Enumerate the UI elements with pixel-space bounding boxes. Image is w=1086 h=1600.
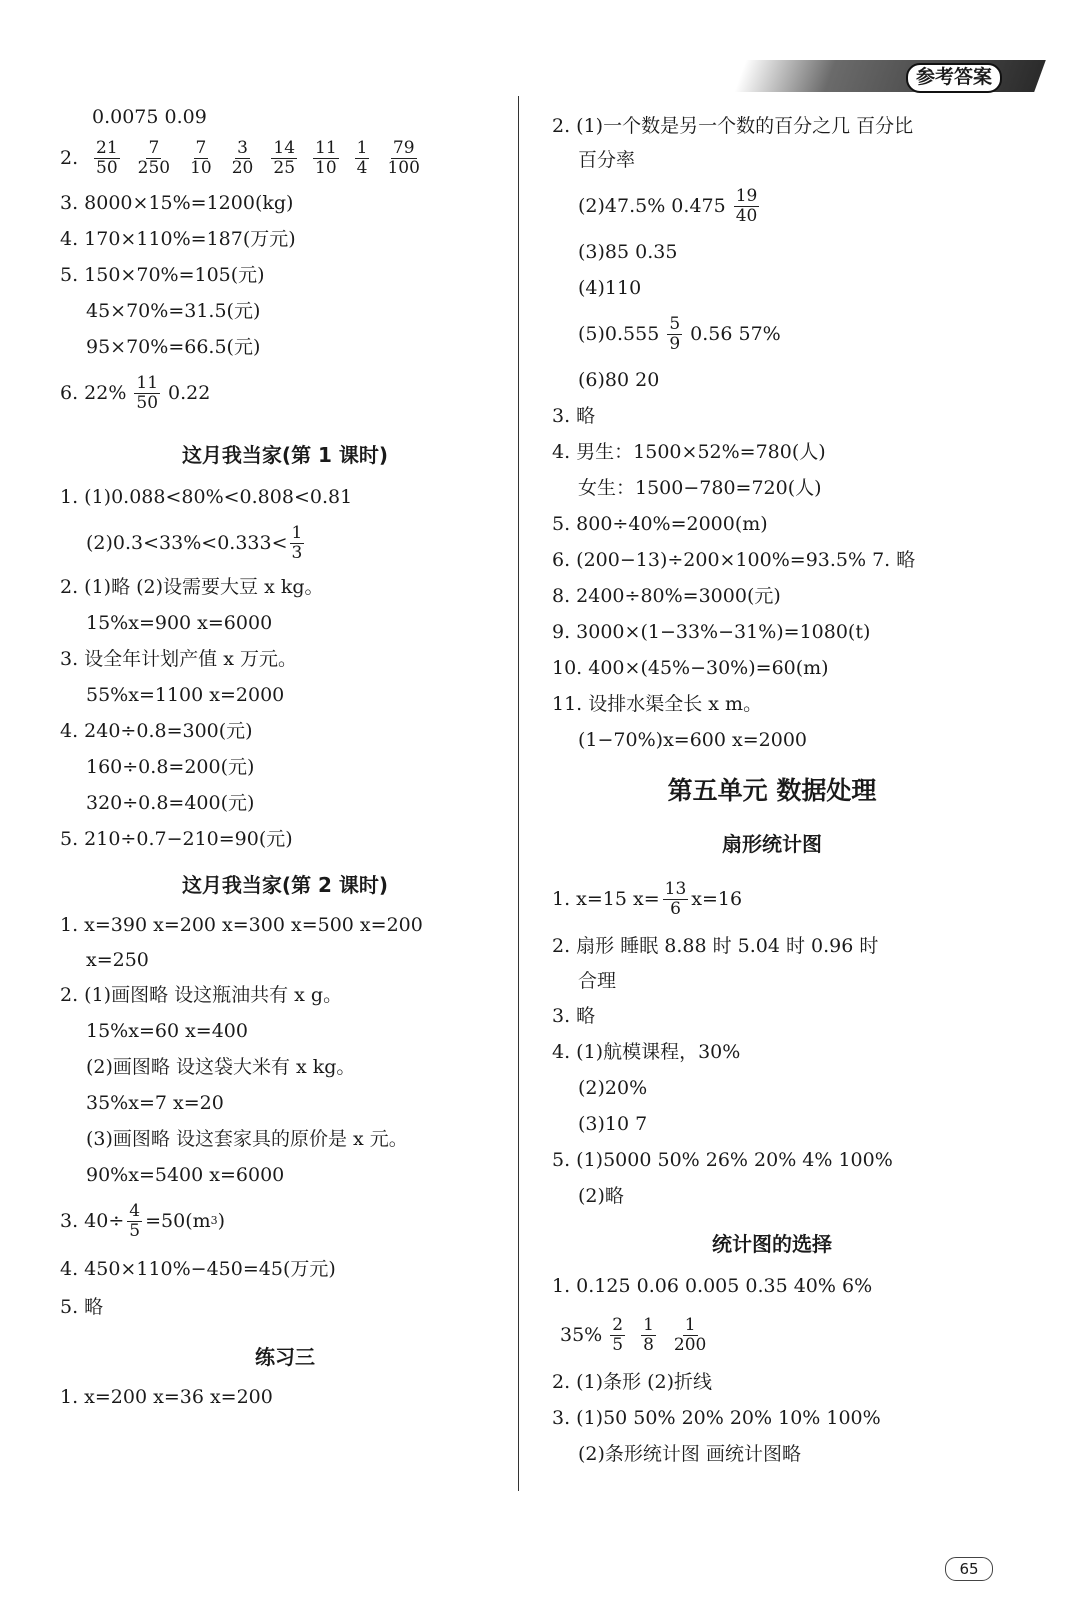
answer-line: 3. 设全年计划产值 x 万元。 bbox=[60, 648, 297, 670]
answer-line: 1. (1)0.088<80%<0.808<0.81 bbox=[60, 486, 353, 508]
fraction-answer-line bbox=[60, 131, 510, 185]
answer-line: 55%x=1100 x=2000 bbox=[86, 684, 285, 706]
fraction: $\frac{5}{9}$ bbox=[669, 313, 681, 354]
answer-line: 1. x=15 x= $\frac{13}{6}$ x=16 bbox=[552, 878, 743, 919]
answer-line: 2. (1)条形 (2)折线 bbox=[552, 1371, 713, 1393]
fraction: $\frac{1}{200}$ bbox=[673, 1314, 707, 1355]
answer-line: 35% $\frac{2}{5}$ $\frac{1}{8}$ $\frac{1}{200}$ bbox=[560, 1314, 707, 1355]
answer-line: 3. 40÷ $\frac{4}{5}$ =50(m 3 ) bbox=[60, 1200, 226, 1241]
answer-line: x=250 bbox=[86, 949, 149, 971]
answer-line: (2)20% bbox=[578, 1077, 648, 1099]
item-number: 2. bbox=[60, 147, 79, 169]
fraction: $\frac{2}{5}$ bbox=[612, 1314, 624, 1355]
section-title: 这月我当家(第 1 课时) bbox=[181, 443, 389, 467]
answer-line: 45×70%=31.5(元) bbox=[86, 300, 261, 322]
answer-line: 1. x=390 x=200 x=300 x=500 x=200 bbox=[60, 914, 423, 936]
answer-line: 1. 0.125 0.06 0.005 0.35 40% 6% bbox=[552, 1275, 873, 1297]
answer-line: 90%x=5400 x=6000 bbox=[86, 1164, 285, 1186]
fraction: $\frac{19}{40}$ bbox=[735, 185, 758, 226]
answer-line: 6. (200−13)÷200×100%=93.5% 7. 略 bbox=[552, 549, 916, 571]
section-title: 这月我当家(第 2 课时) bbox=[181, 873, 389, 897]
answer-line: (4)110 bbox=[578, 277, 642, 299]
answer-line: (3)85 0.35 bbox=[578, 241, 678, 263]
fraction: $\frac{7}{250}$ bbox=[137, 137, 171, 178]
fraction: $\frac{1}{3}$ bbox=[291, 522, 303, 563]
answer-line: 15%x=900 x=6000 bbox=[86, 612, 273, 634]
section-title: 扇形统计图 bbox=[722, 832, 822, 856]
answer-line: 4. 170×110%=187(万元) bbox=[60, 228, 296, 250]
answer-line: 15%x=60 x=400 bbox=[86, 1020, 248, 1042]
answer-line: 5. 800÷40%=2000(m) bbox=[552, 513, 768, 535]
answer-line: 4. (1)航模课程，30% bbox=[552, 1041, 741, 1063]
left-column bbox=[60, 103, 510, 1415]
fraction: $\frac{1}{8}$ bbox=[643, 1314, 654, 1355]
fraction: $\frac{11}{50}$ bbox=[136, 372, 159, 413]
answer-line: 9. 3000×(1−33%−31%)=1080(t) bbox=[552, 621, 871, 643]
answer-line: 320÷0.8=400(元) bbox=[86, 792, 255, 814]
answer-line: 4. 450×110%−450=45(万元) bbox=[60, 1258, 336, 1280]
header-title: 参考答案 bbox=[906, 63, 1002, 93]
answer-line: 95×70%=66.5(元) bbox=[86, 336, 261, 358]
fraction: $\frac{1}{4}$ bbox=[356, 137, 368, 178]
unit-title: 第五单元 数据处理 bbox=[667, 776, 877, 805]
answer-line: 5. (1)5000 50% 26% 20% 4% 100% bbox=[552, 1149, 893, 1171]
fraction: $\frac{7}{10}$ bbox=[190, 137, 212, 178]
fraction: $\frac{3}{20}$ bbox=[231, 137, 254, 178]
answer-line: 5. 210÷0.7−210=90(元) bbox=[60, 828, 293, 850]
answer-line: 160÷0.8=200(元) bbox=[86, 756, 255, 778]
fraction: $\frac{79}{100}$ bbox=[387, 137, 420, 178]
answer-line: (2)略 bbox=[578, 1185, 624, 1207]
section-title: 练习三 bbox=[255, 1345, 315, 1369]
answer-line: 35%x=7 x=20 bbox=[86, 1092, 224, 1114]
section-title: 统计图的选择 bbox=[712, 1232, 832, 1256]
answer-line: 百分率 bbox=[578, 149, 636, 171]
right-column bbox=[552, 110, 1052, 1472]
fraction: $\frac{14}{25}$ bbox=[273, 137, 296, 178]
answer-line: 2. (1)一个数是另一个数的百分之几 百分比 bbox=[552, 115, 914, 137]
answer-line: 5. 略 bbox=[60, 1296, 104, 1318]
fraction: $\frac{4}{5}$ bbox=[129, 1200, 141, 1241]
answer-line: (2)画图略 设这袋大米有 x kg。 bbox=[86, 1056, 356, 1078]
column-divider bbox=[518, 96, 519, 1491]
answer-line: 8. 2400÷80%=3000(元) bbox=[552, 585, 781, 607]
answer-line: 3. 略 bbox=[552, 1005, 596, 1027]
answer-line: 11. 设排水渠全长 x m。 bbox=[552, 693, 763, 715]
answer-line: (3)画图略 设这套家具的原价是 x 元。 bbox=[86, 1128, 408, 1150]
answer-line: (2)条形统计图 画统计图略 bbox=[578, 1443, 801, 1465]
answer-line: 1. x=200 x=36 x=200 bbox=[60, 1386, 273, 1408]
answer-line: (3)10 7 bbox=[578, 1113, 648, 1135]
answer-line: 合理 bbox=[578, 970, 617, 992]
answer-line: (6)80 20 bbox=[578, 369, 660, 391]
answer-line: (1−70%)x=600 x=2000 bbox=[578, 729, 807, 751]
answer-line: 2. (1)略 (2)设需要大豆 x kg。 bbox=[60, 576, 324, 598]
answer-line: 5. 150×70%=105(元) bbox=[60, 264, 265, 286]
answer-line: 0.0075 0.09 bbox=[92, 106, 207, 128]
answer-line: (2)0.3<33%<0.333< $\frac{1}{3}$ bbox=[86, 522, 303, 563]
fraction: $\frac{11}{10}$ bbox=[315, 137, 337, 178]
answer-line: 2. 扇形 睡眠 8.88 时 5.04 时 0.96 时 bbox=[552, 935, 879, 957]
answer-line: 6. 22% $\frac{11}{50}$ 0.22 bbox=[60, 372, 211, 413]
answer-line: (2)47.5% 0.475 $\frac{19}{40}$ bbox=[578, 185, 758, 226]
answer-line: 4. 240÷0.8=300(元) bbox=[60, 720, 253, 742]
fraction: $\frac{13}{6}$ bbox=[664, 878, 687, 919]
answer-line: 3. 略 bbox=[552, 405, 596, 427]
answer-line: 2. (1)画图略 设这瓶油共有 x g。 bbox=[60, 984, 343, 1006]
fraction: $\frac{21}{50}$ bbox=[96, 137, 118, 178]
answer-line: (5)0.555 $\frac{5}{9}$ 0.56 57% bbox=[578, 313, 781, 354]
page-number: 65 bbox=[945, 1557, 993, 1581]
answer-line: 3. 8000×15%=1200(kg) bbox=[60, 192, 294, 214]
answer-line: 女生：1500−780=720(人) bbox=[578, 477, 822, 499]
answer-line: 10. 400×(45%−30%)=60(m) bbox=[552, 657, 829, 679]
answer-line: 3. (1)50 50% 20% 20% 10% 100% bbox=[552, 1407, 881, 1429]
answer-line: 4. 男生：1500×52%=780(人) bbox=[552, 441, 826, 463]
